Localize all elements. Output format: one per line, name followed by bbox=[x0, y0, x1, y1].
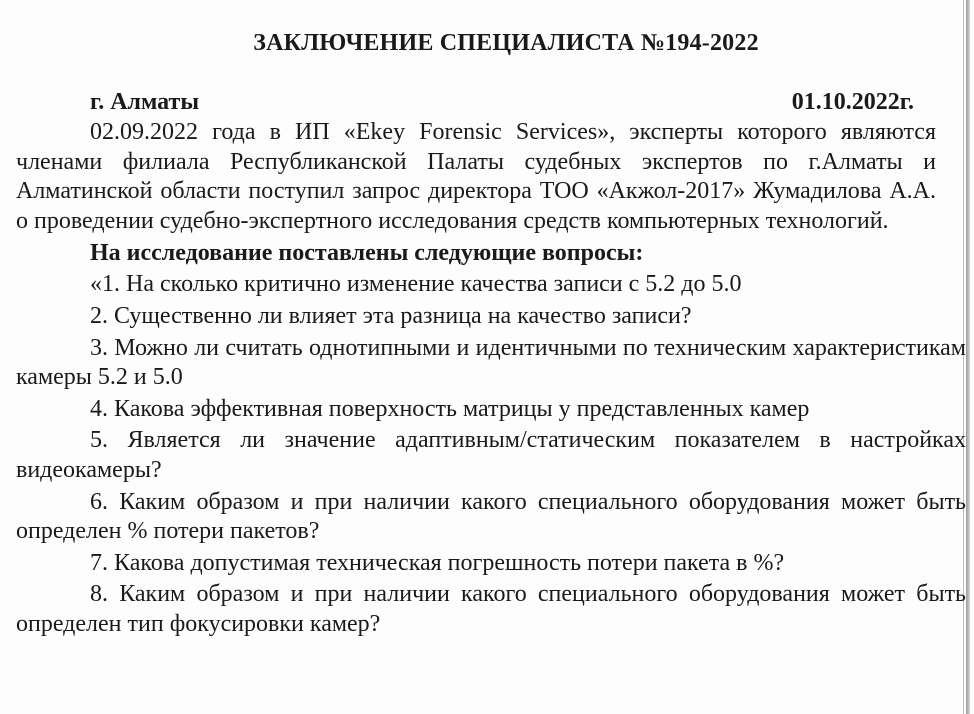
question-item: 3. Можно ли считать однотипными и идентичными по техническим характеристикам камеры 5.2 и 5.0 bbox=[16, 334, 966, 391]
page-edge-shadow bbox=[966, 0, 970, 714]
intro-paragraph: 02.09.2022 года в ИП «Ekey Forensic Services», эксперты которого являются членами филиала Республиканской Палаты судебных экспертов по г.Алматы и Алматинской области поступил запрос директора ТОО «Акжол-2017» Жумадилова А.А. о проведении судебно-экспертного исследования средств компьютерных технологий. bbox=[16, 119, 936, 234]
question-item: 7. Какова допустимая техническая погрешность потери пакета в %? bbox=[90, 549, 785, 576]
question-item: 2. Существенно ли влияет эта разница на качество записи? bbox=[90, 302, 692, 329]
document-date: 01.10.2022г. bbox=[791, 89, 914, 115]
question-item: «1. На сколько критично изменение качества записи с 5.2 до 5.0 bbox=[90, 271, 742, 298]
document-body bbox=[16, 30, 966, 640]
question-item: 8. Каким образом и при наличии какого специального оборудования может быть определен тип фокусировки камер? bbox=[16, 581, 966, 637]
question-item: 6. Каким образом и при наличии какого специального оборудования может быть определен % потери пакетов? bbox=[16, 488, 966, 545]
questions-heading: На исследование поставлены следующие вопросы: bbox=[90, 240, 644, 267]
document-title: ЗАКЛЮЧЕНИЕ СПЕЦИАЛИСТА №194-2022 bbox=[253, 30, 759, 56]
document-city: г. Алматы bbox=[90, 89, 200, 115]
question-item: 5. Является ли значение адаптивным/статическим показателем в настройках видеокамеры? bbox=[16, 427, 966, 483]
question-item: 4. Какова эффективная поверхность матрицы у представленных камер bbox=[90, 395, 810, 422]
place-date-row bbox=[16, 87, 966, 117]
